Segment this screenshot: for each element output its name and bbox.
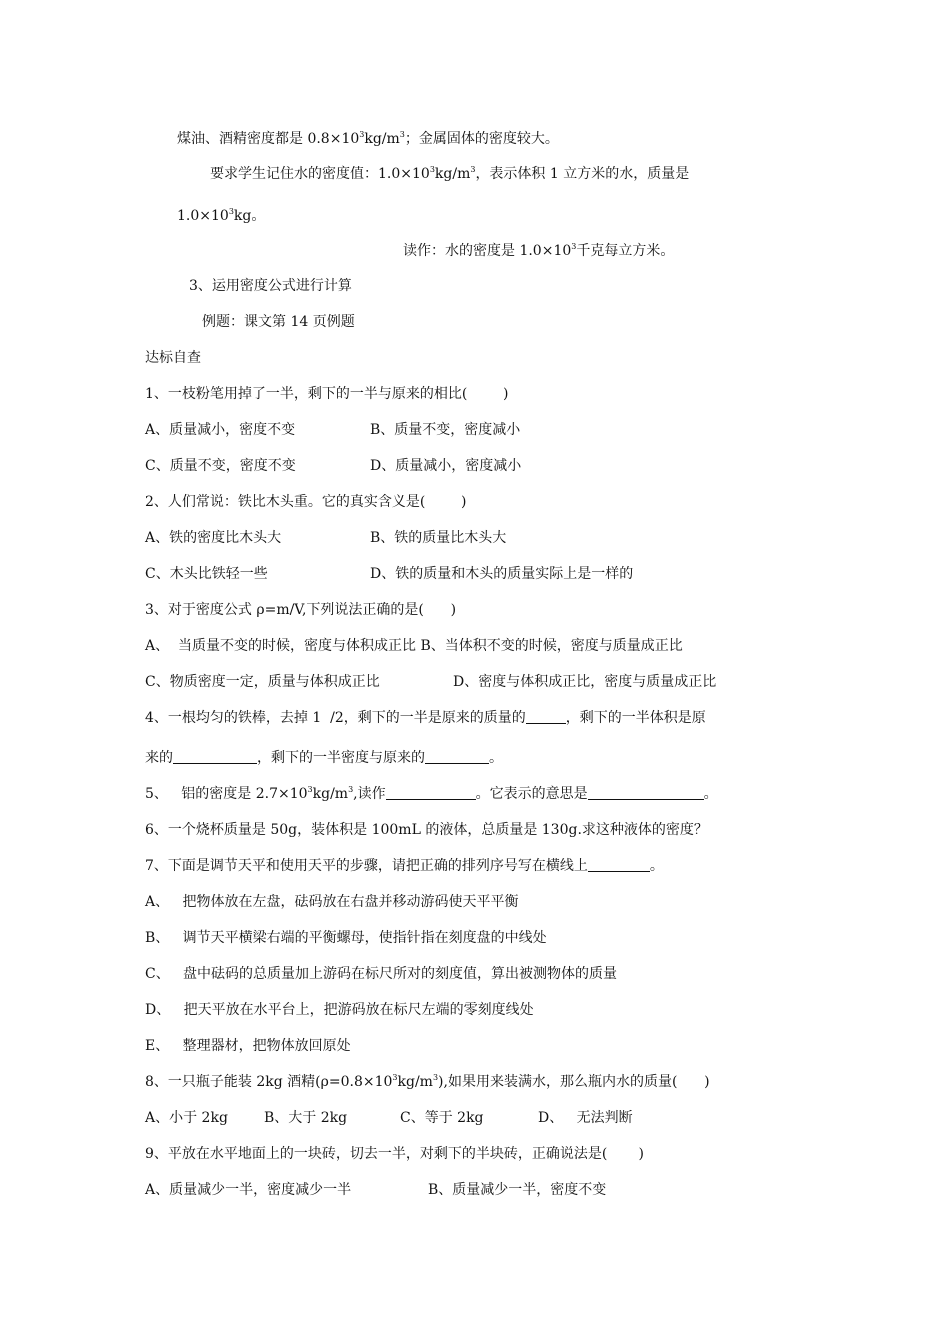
q7-blank[interactable] <box>588 857 650 872</box>
intro-line-5: 3、运用密度公式进行计算 <box>189 278 352 294</box>
q1-option-b: B、质量不变，密度减小 <box>370 422 521 438</box>
intro-line-3: $1.0\times 10^3kg$。 <box>177 207 266 224</box>
q3-stem: 3、对于密度公式 ρ=m/V,下列说法正确的是( ) <box>145 602 457 618</box>
q7-stem: 7、下面是调节天平和使用天平的步骤，请把正确的排列序号写在横线上 。 <box>145 858 664 874</box>
q5-line: 5、 铝的密度是 $2.7\times 10^3kg/m^3$,读作 。它表示的意思是 。 <box>145 785 718 802</box>
q2-option-b: B、铁的质量比木头大 <box>370 530 507 546</box>
q3-option-ab: A、 当质量不变的时候，密度与体积成正比 B、当体积不变的时候，密度与质量成正比 <box>145 638 683 654</box>
intro-line-2: 要求学生记住水的密度值：$1.0\times 10^3kg/m^3$，表示体积 1 立方米的水，质量是 <box>210 165 690 182</box>
intro-line-1: 煤油、酒精密度都是 $0.8\times 10^3kg/m^3$；金属固体的密度较大。 <box>177 130 559 147</box>
q1-option-a: A、质量减小，密度不变 <box>145 422 296 438</box>
q4-line-2: 来的 ，剩下的一半密度与原来的 。 <box>145 750 503 766</box>
q8-option-a: A、小于 2kg <box>145 1110 228 1126</box>
q3-option-d: D、密度与体积成正比，密度与质量成正比 <box>453 674 717 690</box>
q7-step-a: A、 把物体放在左盘，砝码放在右盘并移动游码使天平平衡 <box>145 894 519 910</box>
q8-option-d: D、 无法判断 <box>538 1110 633 1126</box>
section-title: 达标自查 <box>145 350 201 366</box>
q1-option-d: D、质量减小，密度减小 <box>370 458 522 474</box>
q3-option-c: C、物质密度一定，质量与体积成正比 <box>145 674 380 690</box>
intro-line-6: 例题：课文第 14 页例题 <box>202 314 355 330</box>
q2-option-d: D、铁的质量和木头的质量实际上是一样的 <box>370 566 634 582</box>
q7-step-b: B、 调节天平横梁右端的平衡螺母，使指针指在刻度盘的中线处 <box>145 930 547 946</box>
intro-line-4: 读作：水的密度是 $1.0\times 10^3$千克每立方米。 <box>403 242 675 259</box>
q5-blank-2[interactable] <box>588 785 704 800</box>
q7-step-e: E、 整理器材，把物体放回原处 <box>145 1038 351 1054</box>
q8-stem: 8、一只瓶子能装 2kg 酒精$(\rho=0.8\times 10^3kg/m^3)$,如果用来装满水，那么瓶内水的质量( ) <box>145 1073 710 1090</box>
q7-step-c: C、 盘中砝码的总质量加上游码在标尺所对的刻度值，算出被测物体的质量 <box>145 966 618 982</box>
q4-line-1: 4、一根均匀的铁棒，去掉 1 /2，剩下的一半是原来的质量的 ，剩下的一半体积是原 <box>145 710 706 726</box>
q5-blank-1[interactable] <box>386 785 476 800</box>
q1-stem: 1、一枝粉笔用掉了一半，剩下的一半与原来的相比( ) <box>145 386 509 402</box>
q8-option-c: C、等于 2kg <box>400 1110 484 1126</box>
q9-option-b: B、质量减少一半，密度不变 <box>428 1182 607 1198</box>
q4-blank-1[interactable] <box>526 709 566 724</box>
q6-line: 6、一个烧杯质量是 50g，装体积是 100mL 的液体，总质量是 130g.求这种液体的密度？ <box>145 822 708 838</box>
q1-option-c: C、质量不变，密度不变 <box>145 458 296 474</box>
q2-stem: 2、人们常说：铁比木头重。它的真实含义是( ) <box>145 494 467 510</box>
q2-option-c: C、木头比铁轻一些 <box>145 566 268 582</box>
q7-step-d: D、 把天平放在水平台上，把游码放在标尺左端的零刻度线处 <box>145 1002 534 1018</box>
q4-blank-2[interactable] <box>173 749 257 764</box>
q8-option-b: B、大于 2kg <box>264 1110 348 1126</box>
q4-blank-3[interactable] <box>425 749 489 764</box>
q2-option-a: A、铁的密度比木头大 <box>145 530 282 546</box>
q9-option-a: A、质量减少一半，密度减少一半 <box>145 1182 352 1198</box>
q9-stem: 9、平放在水平地面上的一块砖，切去一半，对剩下的半块砖，正确说法是( ) <box>145 1146 644 1162</box>
